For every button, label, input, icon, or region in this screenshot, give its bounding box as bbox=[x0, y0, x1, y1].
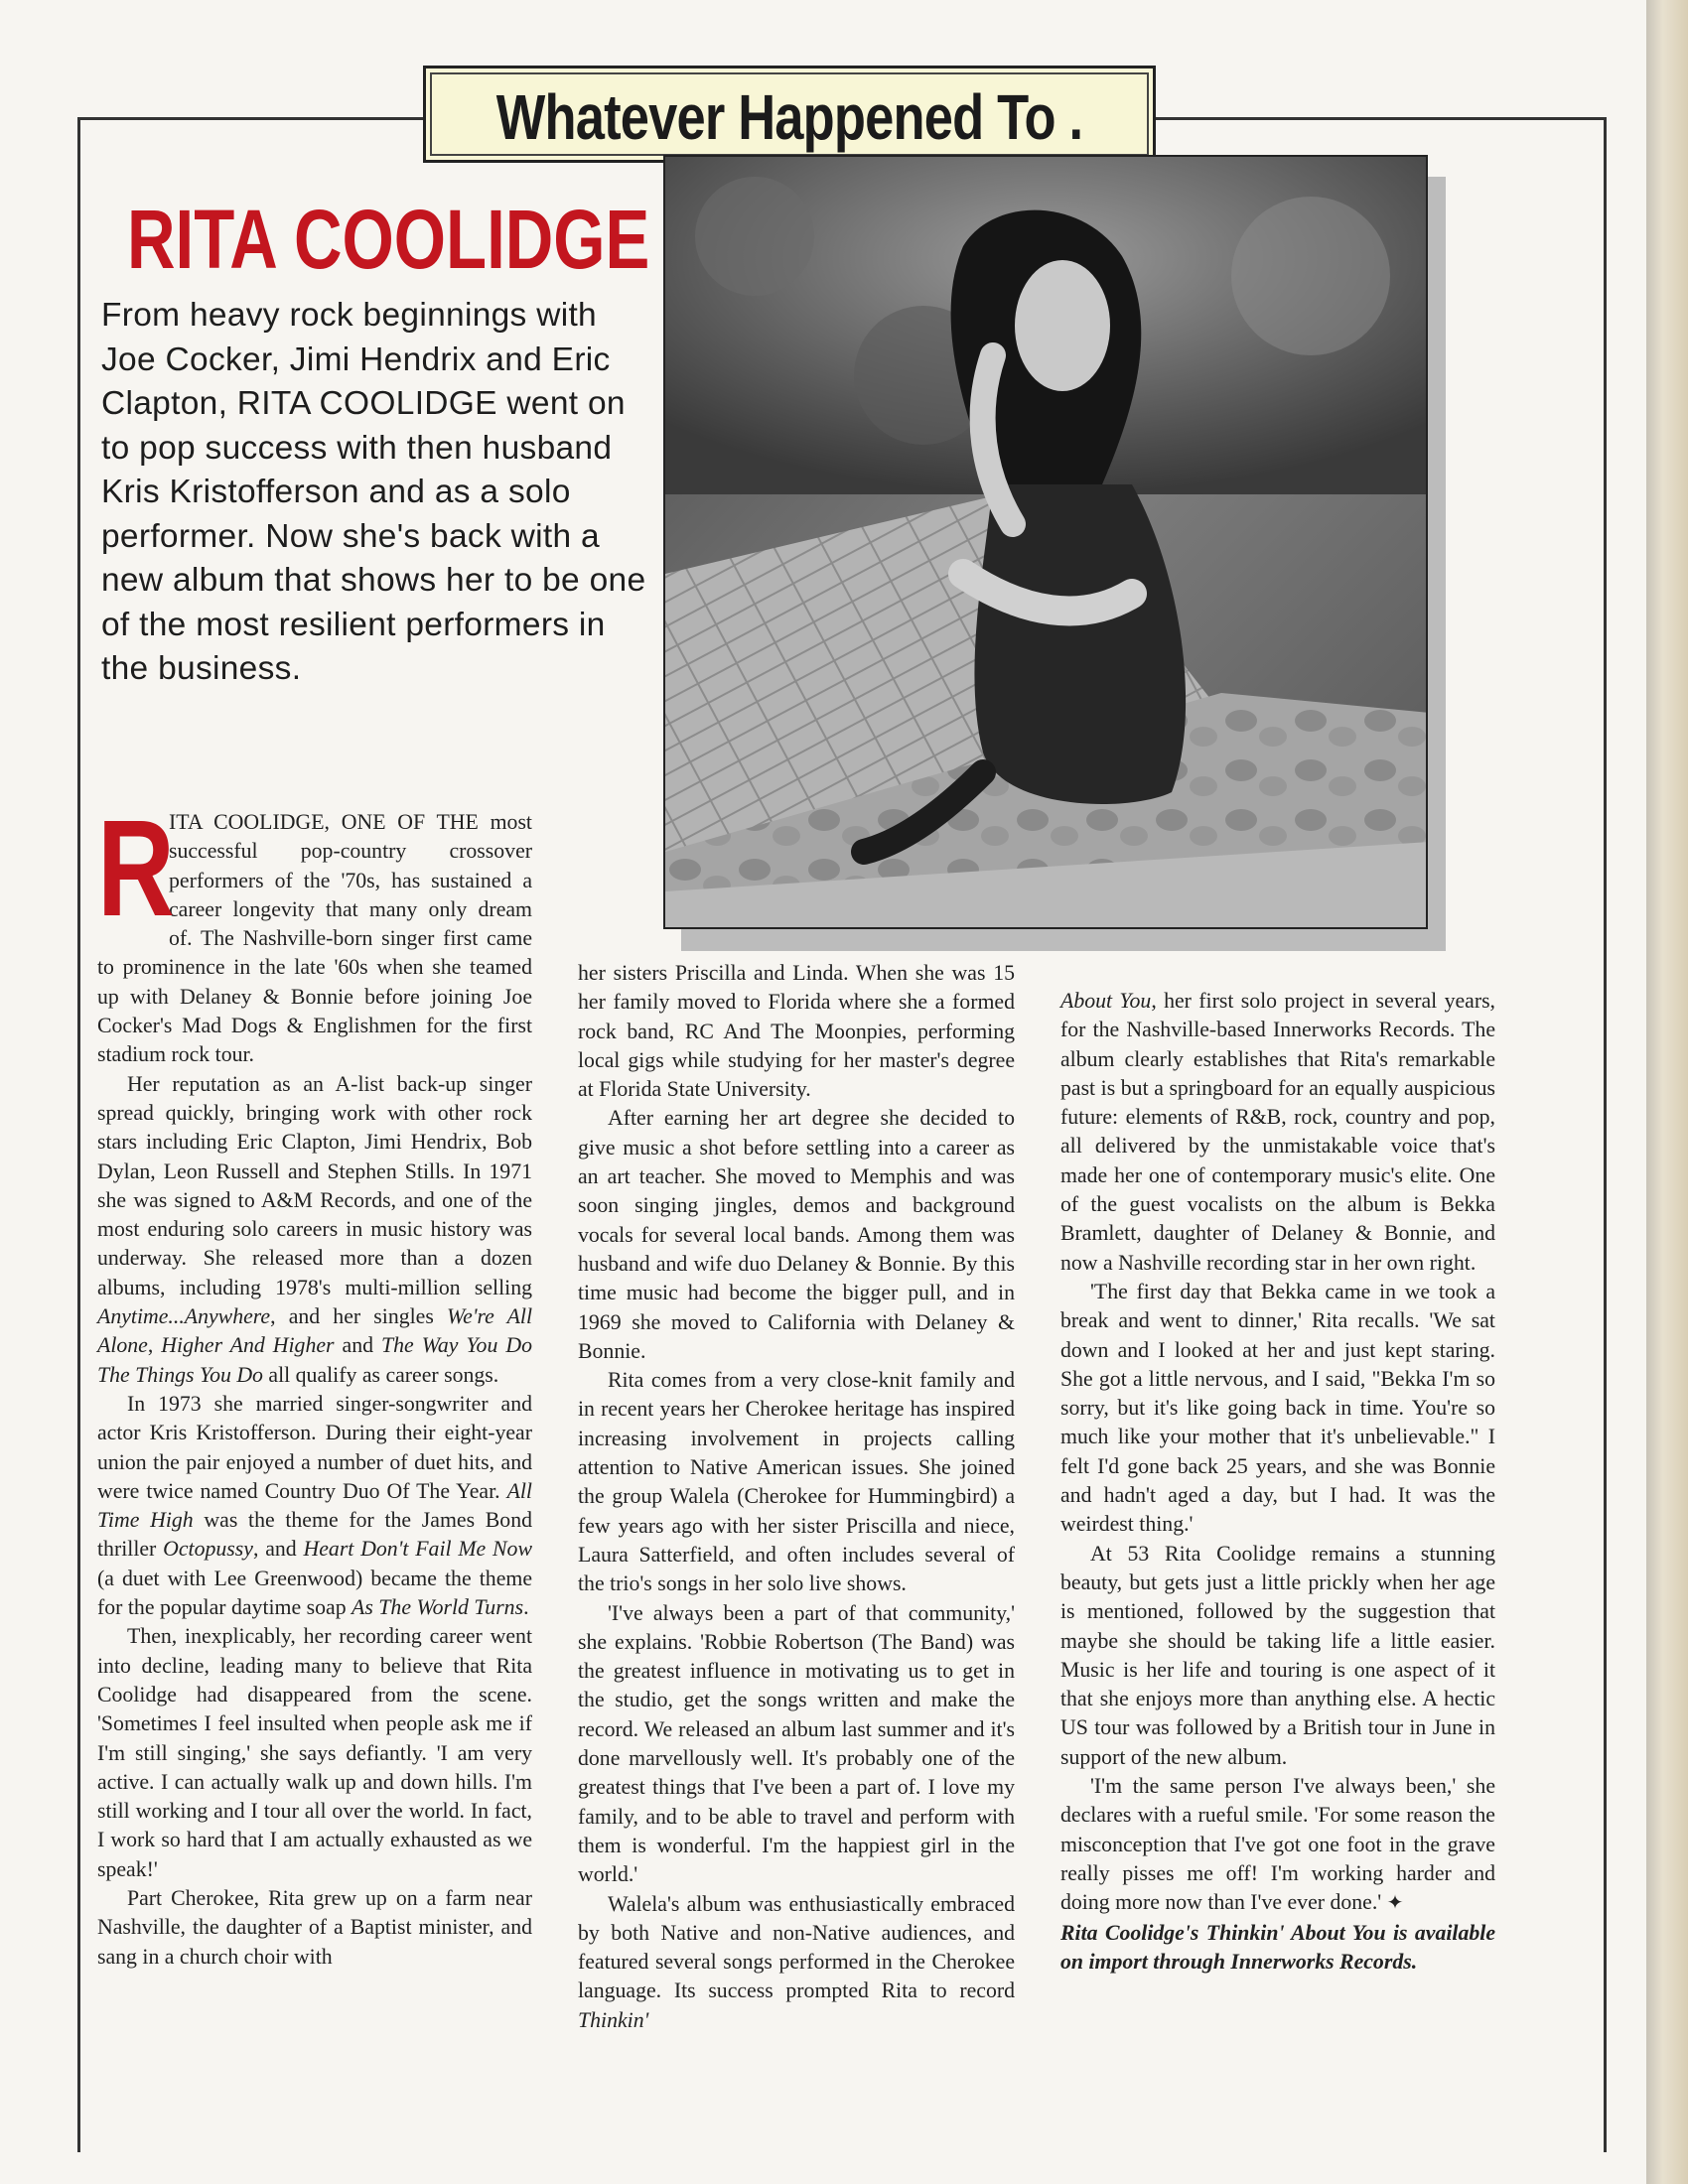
paragraph: After earning her art degree she decided to give music a shot before settling into a career as an art teacher. She moved to Memphis and was soon singing jingles, demos and background vocals for several local bands. Among them was husband and wife duo Delaney & Bonnie. By this time music had become the bigger pull, and in 1969 she moved to California with Delaney & Bonnie. bbox=[578, 1106, 1015, 1363]
paragraph: 'I've always been a part of that community,' she explains. 'Robbie Robertson (The Band) was the greatest influence in motivating us to get in the studio, get the songs written and make the record. We released an album last summer and it's done marvellously well. It's probably one of the greatest things that I've been a part of. I love my family, and to be able to travel and perform with them is wonderful. I'm the happiest girl in the world.' bbox=[578, 1600, 1015, 1887]
paragraph-lead: ITA COOLIDGE, ONE OF THE most successful pop-country crossover performers of the '70s, has sustained a career longevity that many only dream of. The Nashville-born singer first came to prominence in the late '60s when she teamed up with Delaney & Bonnie before joining Joe Cocker's Mad Dogs & Englishmen for the first stadium rock tour. bbox=[97, 810, 532, 1067]
text-column-3 bbox=[1060, 987, 1495, 1977]
paragraph: Her reputation as an A-list back-up singer spread quickly, bringing work with other rock stars including Eric Clapton, Jimi Hendrix, Bob Dylan, Leon Russell and Stephen Stills. In 1971 she was signed to A&M Records, and one of the most enduring solo careers in music history was underway. She released more than a dozen albums, including 1978's multi-million selling Anytime...Anywhere, and her singles We're All Alone, Higher And Higher and The Way You Do The Things You Do all qualify as career songs. bbox=[97, 1071, 532, 1387]
section-banner bbox=[423, 66, 1156, 163]
paragraph-continued: her sisters Priscilla and Linda. When she was 15 her family moved to Florida where she a formed rock band, RC And The Moonpies, performing local gigs while studying for her master's degree at Florida State University. bbox=[578, 961, 1015, 1102]
paragraph: At 53 Rita Coolidge remains a stunning beauty, but gets just a little prickly when her age is mentioned, followed by the suggestion that maybe she should be taking life a little easier. Music is her life and touring is one aspect of it that she enjoys more than anything else. A hectic US tour was followed by a British tour in June in support of the new album. bbox=[1060, 1541, 1495, 1769]
paragraph: In 1973 she married singer-songwriter and actor Kris Kristofferson. During their eight-year union the pair enjoyed a number of duet hits, and were twice named Country Duo Of The Year. All Time High was the theme for the James Bond thriller Octopussy, and Heart Don't Fail Me Now (a duet with Lee Greenwood) became the theme for the popular daytime soap As The World Turns. bbox=[97, 1391, 532, 1620]
article-standfirst: From heavy rock beginnings with Joe Cocker, Jimi Hendrix and Eric Clapton, RITA COOLIDGE went on to pop success with then husband Kris Kristofferson and as a solo performer. Now she's back with a new album that shows her to be one of the most resilient performers in the business. bbox=[101, 297, 646, 687]
section-banner-title: Whatever Happened To . bbox=[495, 81, 1083, 153]
text-column-1 bbox=[97, 792, 532, 1972]
end-mark-icon: ✦ bbox=[1386, 1892, 1404, 1915]
article-headline: RITA COOLIDGE bbox=[127, 193, 650, 286]
text-column-2 bbox=[578, 959, 1015, 2035]
paragraph: Rita comes from a very close-knit family and in recent years her Cherokee heritage has inspired increasing involvement in projects calling attention to Native American issues. She joined the group Walela (Cherokee for Hummingbird) a few years ago with her sister Priscilla and niece, Laura Satterfield, and often includes several of the trio's songs in her solo live shows. bbox=[578, 1368, 1015, 1596]
paragraph-start: Walela's album was enthusiastically embraced by both Native and non-Native audiences, and featured several songs performed in the Cherokee language. Its success prompted Rita to record Thinkin' bbox=[578, 1891, 1015, 2032]
paragraph: Then, inexplicably, her recording career went into decline, leading many to believe that Rita Coolidge had disappeared from the scene. 'Sometimes I feel insulted when people ask me if I'm still singing,' she says defiantly. 'I am very active. I can actually walk up and down hills. I'm still working and I tour all over the world. In fact, I work so hard that I am actually exhausted as we speak!' bbox=[97, 1624, 532, 1881]
photo-container bbox=[663, 155, 1428, 929]
portrait-photo-illustration bbox=[665, 157, 1428, 929]
paragraph-start: Part Cherokee, Rita grew up on a farm near Nashville, the daughter of a Baptist minister, and sang in a church choir with bbox=[97, 1885, 532, 1969]
album-credit: Rita Coolidge's Thinkin' About You is available on import through Innerworks Records. bbox=[1060, 1920, 1495, 1974]
page-binding-edge bbox=[1646, 0, 1688, 2184]
paragraph: 'The first day that Bekka came in we took a break and went to dinner,' Rita recalls. 'We sat down and I looked at her and just kept staring. She got a little nervous, and I said, "Bekka I'm so sorry, but it's like going back in time. You're so much like your mother that it's unbelievable." I felt I'd gone back 25 years, and she was Bonnie and hadn't aged a day, but I had. It was the weirdest thing.' bbox=[1060, 1279, 1495, 1537]
drop-cap: R bbox=[97, 792, 175, 945]
portrait-photo bbox=[663, 155, 1428, 929]
paragraph: 'I'm the same person I've always been,' she declares with a rueful smile. 'For some reason the misconception that I've got one foot in the grave really pisses me off! I'm working harder and doing more now than I've ever done.' ✦ bbox=[1060, 1774, 1495, 1915]
paragraph-continued: About You, her first solo project in several years, for the Nashville-based Innerworks Records. The album clearly establishes that Rita's remarkable past is but a springboard for an equally auspicious future: elements of R&B, rock, country and pop, all delivered by the unmistakable voice that's made her one of contemporary music's elite. One of the guest vocalists on the album is Bekka Bramlett, daughter of Delaney & Bonnie, and now a Nashville recording star in her own right. bbox=[1060, 989, 1496, 1275]
